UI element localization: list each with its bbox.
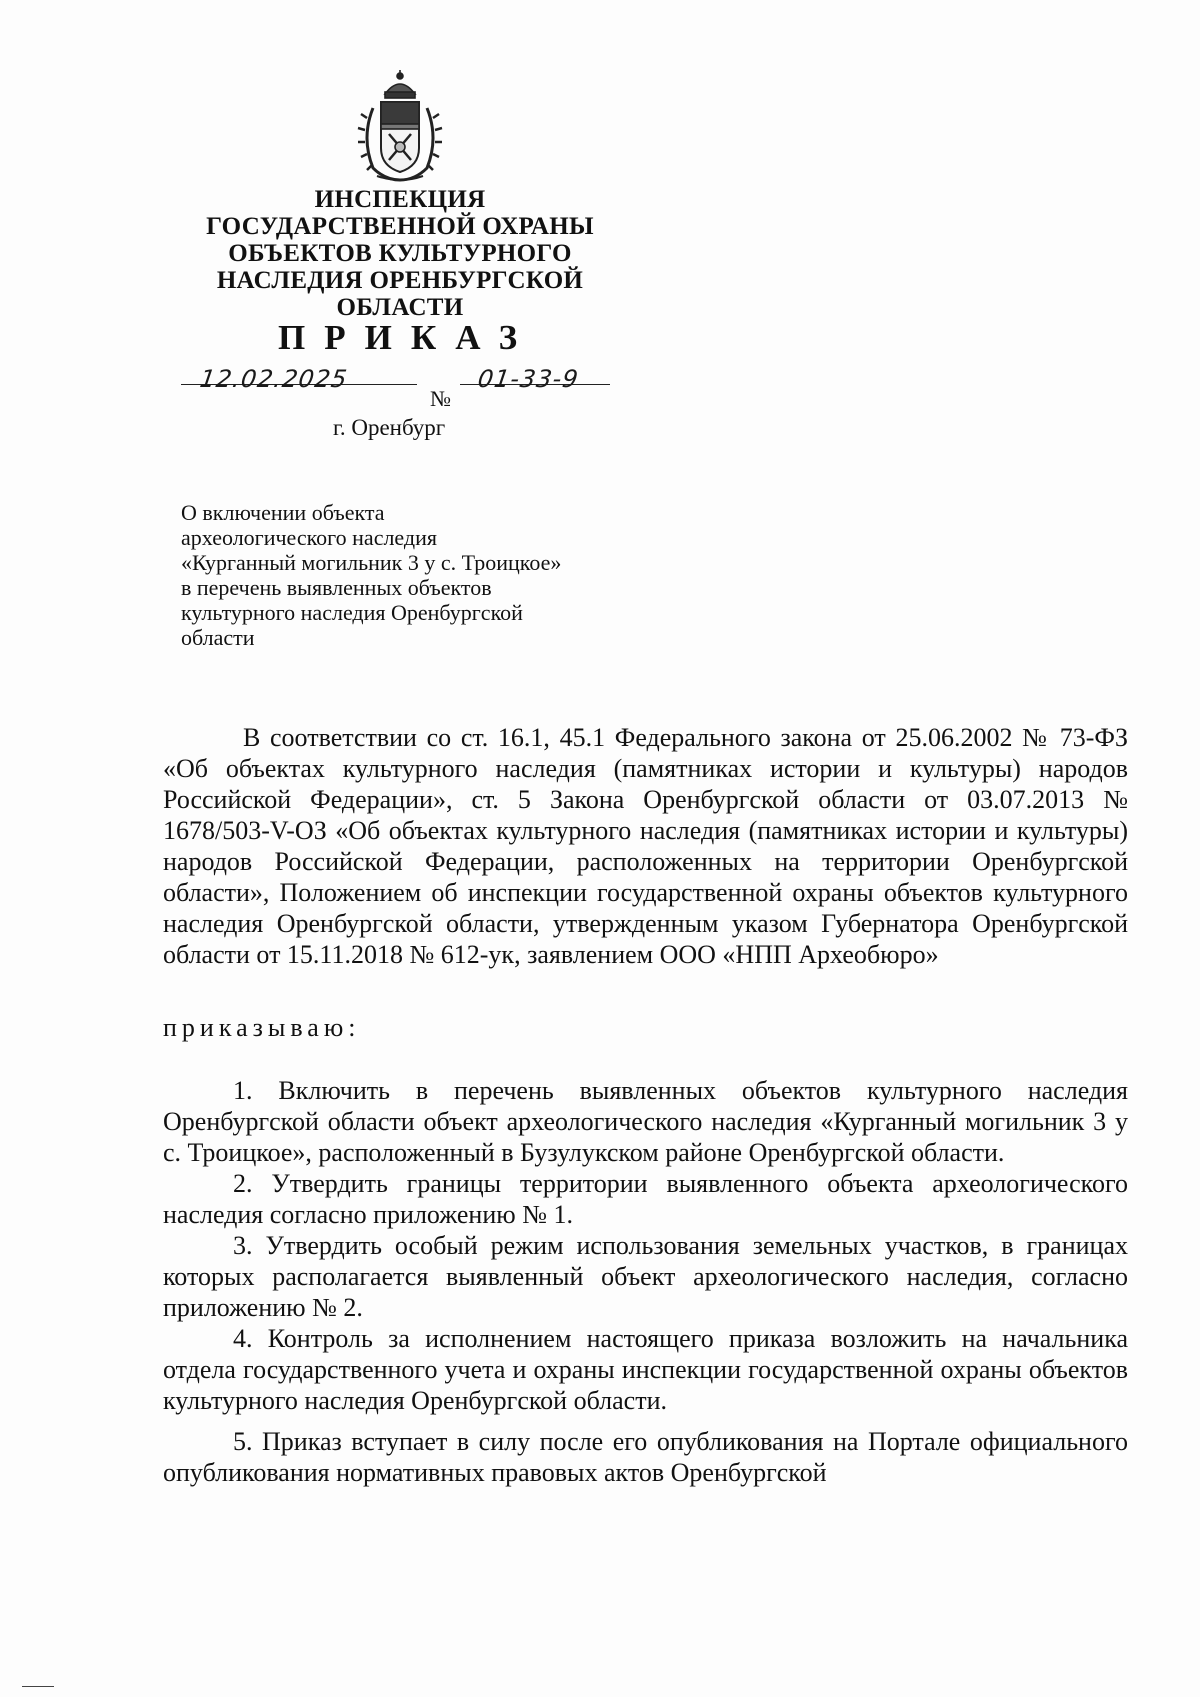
order-item: 4. Контроль за исполнением настоящего приказа возложить на начальника отдела государственного учета и охраны инспекции государственной охраны объектов культурного наследия Оренбургской области. xyxy=(163,1324,1128,1415)
order-item: 3. Утвердить особый режим использования земельных участков, в границах которых располагается выявленный объект археологического наследия, согласно приложению № 2. xyxy=(163,1231,1128,1322)
org-line: ОБЪЕКТОВ КУЛЬТУРНОГО xyxy=(228,240,572,267)
org-line: ОБЛАСТИ xyxy=(336,294,464,321)
page-edge-mark xyxy=(22,1686,54,1687)
coat-of-arms-emblem xyxy=(355,68,445,184)
subject-line: области xyxy=(181,625,255,650)
subject-line: культурного наследия Оренбургской xyxy=(181,600,523,625)
handwritten-date: 12.02.2025 xyxy=(198,365,350,393)
order-item: 2. Утвердить границы территории выявленного объекта археологического наследия согласно приложению № 1. xyxy=(163,1169,1128,1229)
org-line: ИНСПЕКЦИЯ xyxy=(314,186,486,213)
order-items xyxy=(163,1075,1128,1488)
document-type-title: ПРИКАЗ xyxy=(278,318,537,357)
preamble-text: В соответствии со ст. 16.1, 45.1 Федерального закона от 25.06.2002 № 73-ФЗ «Об объектах культурного наследия (памятниках истории и культуры) народов Российской Федерации», ст. 5 Закона Оренбургской области от 03.07.2013 № 1678/503-V-ОЗ «Об объектах культурного наследия (памятниках истории и культуры) народов Российской Федерации, расположенных на территории Оренбургской области», Положением об инспекции государственной охраны объектов культурного наследия Оренбургской области, утвержденным указом Губернатора Оренбургской области от 15.11.2018 № 612-ук, заявлением ООО «НПП Археобюро» xyxy=(163,723,1128,969)
handwritten-number: 01-33-9 xyxy=(476,365,581,393)
subject-line: «Курганный могильник 3 у с. Троицкое» xyxy=(181,550,562,575)
subject-line: О включении объекта xyxy=(181,500,385,525)
preamble xyxy=(163,722,1128,970)
subject-line: в перечень выявленных объектов xyxy=(181,575,492,600)
decree-word: приказываю: xyxy=(163,1013,361,1042)
org-line: ГОСУДАРСТВЕННОЙ ОХРАНЫ xyxy=(206,213,594,240)
city-label: г. Оренбург xyxy=(333,415,446,440)
organization-name xyxy=(175,186,625,321)
order-item: 5. Приказ вступает в силу после его опубликования на Портале официального опубликования нормативных правовых актов Оренбургской xyxy=(163,1427,1128,1487)
order-item: 1. Включить в перечень выявленных объектов культурного наследия Оренбургской области объект археологического наследия «Курганный могильник 3 у с. Троицкое», расположенный в Бузулукском районе Оренбургской области. xyxy=(163,1076,1128,1167)
subject-line: археологического наследия xyxy=(181,525,437,550)
order-subject xyxy=(181,500,601,650)
org-line: НАСЛЕДИЯ ОРЕНБУРГСКОЙ xyxy=(216,267,584,294)
number-sign: № xyxy=(430,386,451,411)
